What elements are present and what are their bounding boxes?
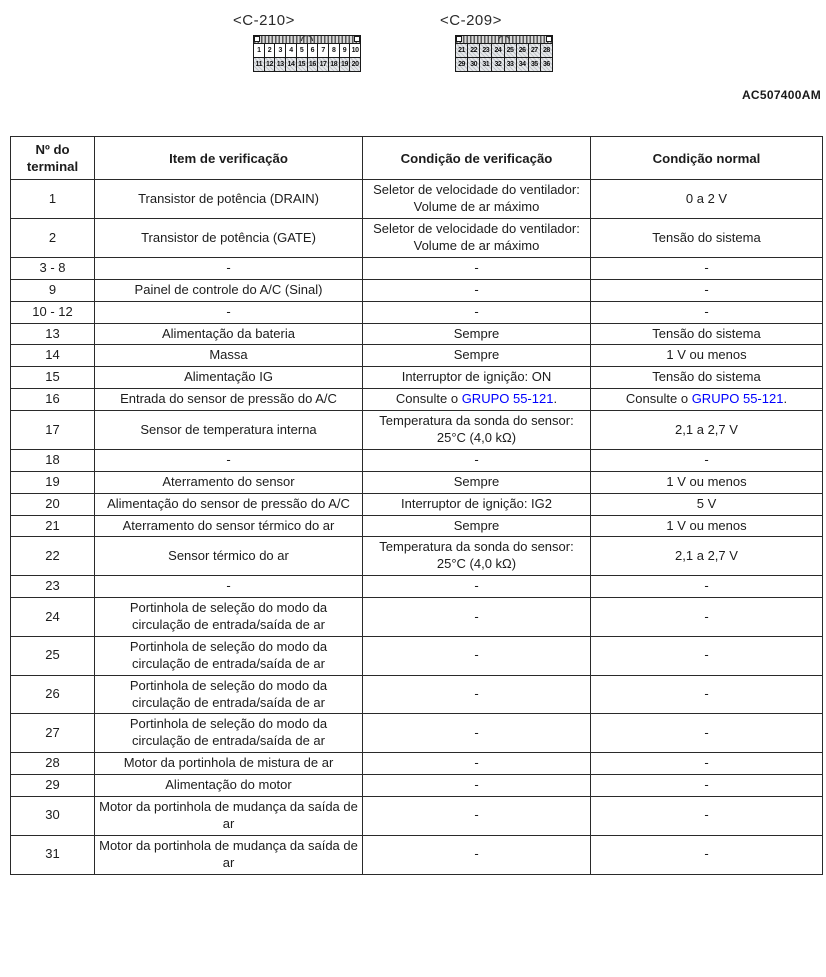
- table-row: [11, 301, 823, 323]
- condition-cell: -: [363, 257, 591, 279]
- pin-32: 32: [491, 58, 503, 71]
- pin-row: [456, 44, 552, 57]
- condition-cell: -: [363, 835, 591, 874]
- item-cell: -: [95, 301, 363, 323]
- verification-table-wrap: [10, 136, 823, 875]
- terminal-cell: 20: [11, 493, 95, 515]
- pin-22: 22: [467, 44, 479, 57]
- terminal-cell: 18: [11, 449, 95, 471]
- condition-cell: -: [363, 449, 591, 471]
- table-body: [11, 180, 823, 874]
- condition-cell: -: [363, 797, 591, 836]
- condition-cell: Seletor de velocidade do ventilador: Volume de ar máximo: [363, 219, 591, 258]
- pin-7: 7: [317, 44, 328, 57]
- terminal-cell: 14: [11, 345, 95, 367]
- item-cell: Motor da portinhola de mudança da saída de ar: [95, 797, 363, 836]
- table-row: [11, 835, 823, 874]
- pin-row: [456, 57, 552, 71]
- pin-28: 28: [540, 44, 552, 57]
- pin-2: 2: [264, 44, 275, 57]
- pin-36: 36: [540, 58, 552, 71]
- condition-cell: -: [363, 775, 591, 797]
- table-row: [11, 515, 823, 537]
- table-row: [11, 323, 823, 345]
- normal-cell: -: [591, 714, 823, 753]
- pin-17: 17: [317, 58, 328, 71]
- normal-cell: -: [591, 797, 823, 836]
- pin-8: 8: [328, 44, 339, 57]
- normal-cell: 2,1 a 2,7 V: [591, 537, 823, 576]
- condition-cell: Sempre: [363, 345, 591, 367]
- item-cell: -: [95, 449, 363, 471]
- terminal-cell: 31: [11, 835, 95, 874]
- table-row: [11, 411, 823, 450]
- pin-1: 1: [257, 47, 261, 54]
- item-cell: Aterramento do sensor: [95, 471, 363, 493]
- condition-cell: Interruptor de ignição: ON: [363, 367, 591, 389]
- table-header-row: [11, 137, 823, 180]
- normal-cell: -: [591, 257, 823, 279]
- normal-cell: -: [591, 449, 823, 471]
- condition-cell: -: [363, 576, 591, 598]
- item-cell: Alimentação do motor: [95, 775, 363, 797]
- pin-9: 9: [339, 44, 350, 57]
- terminal-cell: 30: [11, 797, 95, 836]
- pin-33: 33: [504, 58, 516, 71]
- table-row: [11, 797, 823, 836]
- table-row: [11, 493, 823, 515]
- terminal-cell: 27: [11, 714, 95, 753]
- condition-cell: -: [363, 636, 591, 675]
- pin-29: 29: [456, 58, 467, 71]
- item-cell: Motor da portinhola de mudança da saída de ar: [95, 835, 363, 874]
- terminal-cell: 24: [11, 598, 95, 637]
- connector-top-strip: [254, 36, 360, 44]
- pin-row: [254, 57, 360, 71]
- table-row: [11, 257, 823, 279]
- condition-cell: -: [363, 753, 591, 775]
- item-cell: Entrada do sensor de pressão do A/C: [95, 389, 363, 411]
- connector-c210-label: <C-210>: [233, 12, 295, 29]
- condition-cell: [363, 389, 591, 411]
- pin-13: 13: [274, 58, 285, 71]
- item-cell: Painel de controle do A/C (Sinal): [95, 279, 363, 301]
- table-row: [11, 775, 823, 797]
- pin-10: 10: [349, 44, 360, 57]
- connector-corner-tab: [354, 36, 360, 42]
- table-row: [11, 537, 823, 576]
- condition-cell: -: [363, 675, 591, 714]
- normal-cell: 5 V: [591, 493, 823, 515]
- pin-20: 20: [349, 58, 360, 71]
- table-row: [11, 279, 823, 301]
- header-condition: Condição de verificação: [363, 137, 591, 180]
- table-row: [11, 598, 823, 637]
- table-row: [11, 345, 823, 367]
- connector-c210: [233, 12, 361, 72]
- connector-c210-diagram: [253, 35, 361, 72]
- pin-21: 21: [456, 44, 467, 57]
- normal-cell: 2,1 a 2,7 V: [591, 411, 823, 450]
- text-segment: Consulte o: [625, 391, 692, 407]
- item-cell: Portinhola de seleção do modo da circulação de entrada/saída de ar: [95, 636, 363, 675]
- terminal-cell: 22: [11, 537, 95, 576]
- text-segment: .: [783, 391, 788, 407]
- item-cell: Alimentação IG: [95, 367, 363, 389]
- pin-6: 6: [307, 44, 318, 57]
- table-row: [11, 675, 823, 714]
- pin-15: 15: [296, 58, 307, 71]
- terminal-cell: 3 - 8: [11, 257, 95, 279]
- pin-30: 30: [467, 58, 479, 71]
- condition-cell: -: [363, 598, 591, 637]
- item-cell: Motor da portinhola de mistura de ar: [95, 753, 363, 775]
- pin-12: 12: [264, 58, 275, 71]
- header-item: Item de verificação: [95, 137, 363, 180]
- normal-cell: -: [591, 753, 823, 775]
- item-cell: Transistor de potência (DRAIN): [95, 180, 363, 219]
- condition-cell: Sempre: [363, 515, 591, 537]
- table-row: [11, 389, 823, 411]
- item-cell: -: [95, 576, 363, 598]
- condition-cell: -: [363, 301, 591, 323]
- pin-grid-c209: [456, 44, 552, 71]
- figure-code: AC507400AM: [741, 88, 821, 102]
- normal-cell: Tensão do sistema: [591, 367, 823, 389]
- table-row: [11, 714, 823, 753]
- normal-cell: -: [591, 675, 823, 714]
- header-normal: Condição normal: [591, 137, 823, 180]
- normal-cell: 0 a 2 V: [591, 180, 823, 219]
- terminal-cell: 16: [11, 389, 95, 411]
- terminal-cell: 10 - 12: [11, 301, 95, 323]
- pin-31: 31: [479, 58, 491, 71]
- pin-16: 16: [307, 58, 318, 71]
- normal-cell: -: [591, 279, 823, 301]
- terminal-cell: 29: [11, 775, 95, 797]
- pin-24: 24: [491, 44, 503, 57]
- pin-14: 14: [285, 58, 296, 71]
- condition-cell: Sempre: [363, 471, 591, 493]
- connector-corner-tab: [546, 36, 552, 42]
- pin-35: 35: [528, 58, 540, 71]
- condition-cell: Temperatura da sonda do sensor: 25°C (4,0 kΩ): [363, 537, 591, 576]
- table-row: [11, 449, 823, 471]
- table-row: [11, 471, 823, 493]
- item-cell: Transistor de potência (GATE): [95, 219, 363, 258]
- pin-19: 19: [339, 58, 350, 71]
- item-cell: Alimentação do sensor de pressão do A/C: [95, 493, 363, 515]
- condition-cell: Sempre: [363, 323, 591, 345]
- normal-cell: -: [591, 835, 823, 874]
- table-row: [11, 180, 823, 219]
- terminal-cell: 15: [11, 367, 95, 389]
- pin-3: 3: [274, 44, 285, 57]
- pin-18: 18: [328, 58, 339, 71]
- normal-cell: -: [591, 301, 823, 323]
- normal-cell: Tensão do sistema: [591, 219, 823, 258]
- terminal-cell: 2: [11, 219, 95, 258]
- pin-4: 4: [285, 44, 296, 57]
- table-row: [11, 753, 823, 775]
- terminal-cell: 19: [11, 471, 95, 493]
- table-row: [11, 636, 823, 675]
- grupo-55-121-link[interactable]: GRUPO 55-121: [461, 391, 554, 407]
- terminal-cell: 9: [11, 279, 95, 301]
- normal-cell: 1 V ou menos: [591, 515, 823, 537]
- item-cell: Massa: [95, 345, 363, 367]
- normal-cell: [591, 389, 823, 411]
- terminal-cell: 25: [11, 636, 95, 675]
- connector-c209-diagram: [455, 35, 553, 72]
- table-row: [11, 219, 823, 258]
- condition-cell: Temperatura da sonda do sensor: 25°C (4,0 kΩ): [363, 411, 591, 450]
- connector-c209: [440, 12, 553, 72]
- normal-cell: 1 V ou menos: [591, 345, 823, 367]
- table-row: [11, 367, 823, 389]
- terminal-cell: 1: [11, 180, 95, 219]
- grupo-55-121-link[interactable]: GRUPO 55-121: [691, 391, 784, 407]
- condition-cell: Interruptor de ignição: IG2: [363, 493, 591, 515]
- connector-notch: [498, 35, 510, 41]
- terminal-cell: 17: [11, 411, 95, 450]
- connector-corner-tab: [456, 36, 462, 42]
- text-segment: Consulte o: [395, 391, 462, 407]
- pin-34: 34: [516, 58, 528, 71]
- item-cell: Portinhola de seleção do modo da circulação de entrada/saída de ar: [95, 714, 363, 753]
- pin-row: [254, 44, 360, 57]
- item-cell: Portinhola de seleção do modo da circulação de entrada/saída de ar: [95, 675, 363, 714]
- normal-cell: -: [591, 598, 823, 637]
- item-cell: -: [95, 257, 363, 279]
- terminal-cell: 26: [11, 675, 95, 714]
- normal-cell: 1 V ou menos: [591, 471, 823, 493]
- connector-corner-tab: [254, 36, 260, 42]
- text-segment: .: [553, 391, 558, 407]
- connector-top-strip: [456, 36, 552, 44]
- verification-table: [10, 136, 823, 875]
- terminal-cell: 13: [11, 323, 95, 345]
- terminal-cell: 23: [11, 576, 95, 598]
- connector-notch: [301, 35, 313, 41]
- pin-25: 25: [504, 44, 516, 57]
- item-cell: Sensor térmico do ar: [95, 537, 363, 576]
- item-cell: Aterramento do sensor térmico do ar: [95, 515, 363, 537]
- condition-cell: Seletor de velocidade do ventilador: Volume de ar máximo: [363, 180, 591, 219]
- item-cell: Alimentação da bateria: [95, 323, 363, 345]
- normal-cell: -: [591, 576, 823, 598]
- pin-11: 11: [254, 58, 264, 71]
- header-terminal: Nº do terminal: [11, 137, 95, 180]
- pin-grid-c210: [254, 44, 360, 71]
- normal-cell: -: [591, 775, 823, 797]
- pin-26: 26: [516, 44, 528, 57]
- terminal-cell: 21: [11, 515, 95, 537]
- pin-27: 27: [528, 44, 540, 57]
- connector-c209-label: <C-209>: [440, 12, 502, 29]
- pin-5: 5: [296, 44, 307, 57]
- normal-cell: -: [591, 636, 823, 675]
- item-cell: Portinhola de seleção do modo da circulação de entrada/saída de ar: [95, 598, 363, 637]
- item-cell: Sensor de temperatura interna: [95, 411, 363, 450]
- table-row: [11, 576, 823, 598]
- condition-cell: -: [363, 279, 591, 301]
- pin-23: 23: [479, 44, 491, 57]
- terminal-cell: 28: [11, 753, 95, 775]
- normal-cell: Tensão do sistema: [591, 323, 823, 345]
- condition-cell: -: [363, 714, 591, 753]
